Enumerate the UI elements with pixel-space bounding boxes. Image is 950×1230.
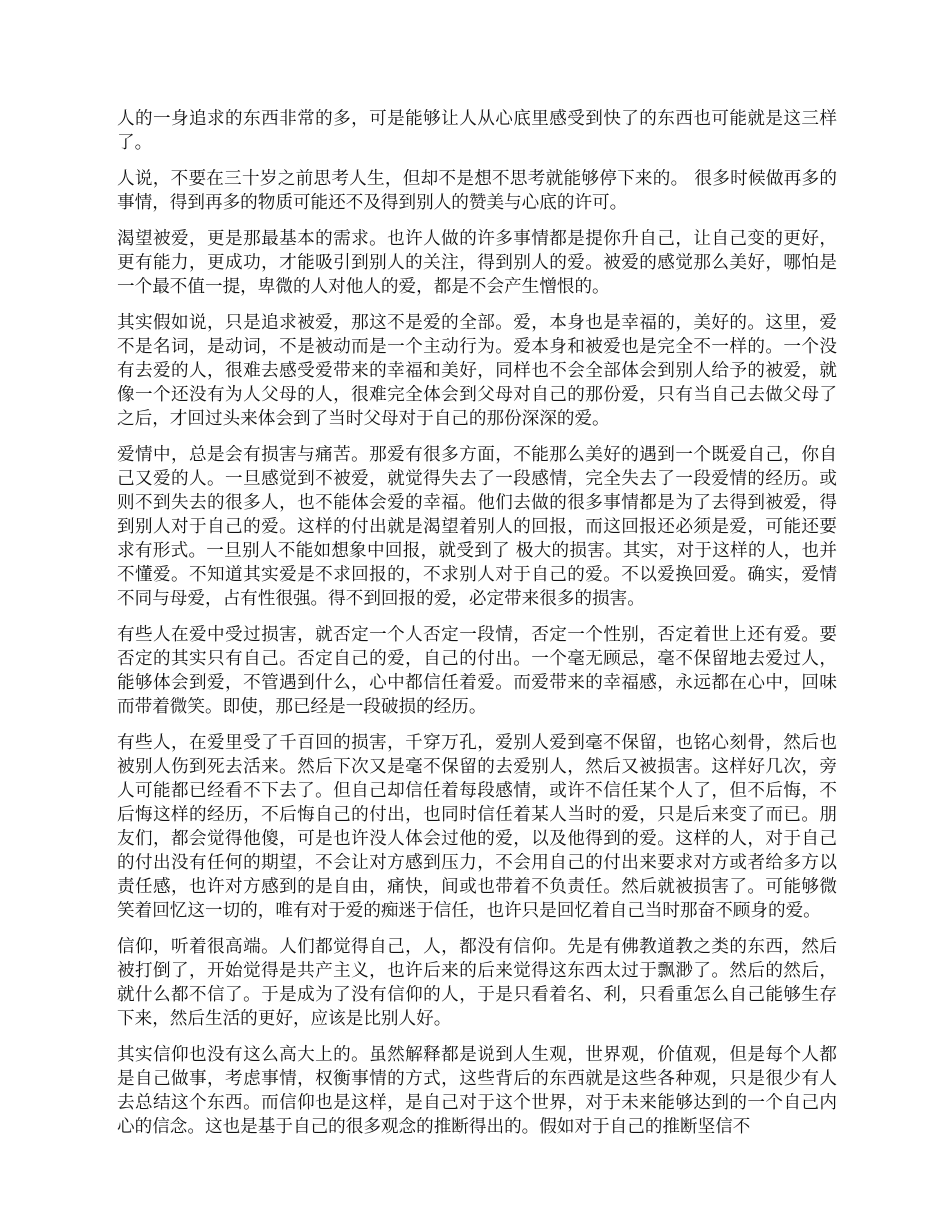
paragraph-1: 人的一身追求的东西非常的多，可是能够让人从心底里感受到快了的东西也可能就是这三样了。 (117, 109, 837, 153)
paragraph-3: 渴望被爱，更是那最基本的需求。也许人做的许多事情都是提你升自己，让自己变的更好，更有能力，更成功，才能吸引到别人的关注，得到别人的爱。被爱的感觉那么美好，哪怕是一个最不值一提，卑微的人对他人的爱，都是不会产生憎恨的。 (117, 229, 837, 297)
document-body (117, 107, 837, 1151)
paragraph-7: 有些人，在爱里受了千百回的损害，千穿万孔，爱别人爱到毫不保留，也铭心刻骨，然后也被别人伤到死去活来。然后下次又是毫不保留的去爱别人，然后又被损害。这样好几次，旁人可能都已经看不下去了。但自己却信任着每段感情，或许不信任某个人了，但不后悔，不后悔这样的经历，不后悔自己的付出，也同时信任着某人当时的爱，只是后来变了而已。朋友们，都会觉得他傻，可是也许没人体会过他的爱，以及他得到的爱。这样的人，对于自己的付出没有任何的期望，不会让对方感到压力，不会用自己的付出来要求对方或者给多方以责任感，也许对方感到的是自由，痛快，间或也带着不负责任。然后就被损害了。可能够微笑着回忆这一切的，唯有对于爱的痴迷于信任，也许只是回忆着自己当时那奋不顾身的爱。 (117, 733, 837, 921)
paragraph-9: 其实信仰也没有这么高大上的。虽然解释都是说到人生观，世界观，价值观，但是每个人都是自己做事，考虑事情，权衡事情的方式，这些背后的东西就是这些各种观，只是很少有人去总结这个东西。而信仰也是这样，是自己对于这个世界，对于未来能够达到的一个自己内心的信念。这也是基于自己的很多观念的推断得出的。假如对于自己的推断坚信不 (117, 1045, 837, 1137)
paragraph-5: 爱情中，总是会有损害与痛苦。那爱有很多方面，不能那么美好的遇到一个既爱自己，你自己又爱的人。一旦感觉到不被爱，就觉得失去了一段感情，完全失去了一段爱情的经历。或则不到失去的很多人，也不能体会爱的幸福。他们去做的很多事情都是为了去得到被爱，得到别人对于自己的爱。这样的付出就是渴望着别人的回报，而这回报还必须是爱，可能还要求有形式。一旦别人不能如想象中回报，就受到了 极大的损害。其实，对于这样的人，也并不懂爱。不知道其实爱是不求回报的，不求别人对于自己的爱。不以爱换回爱。确实，爱情不同与母爱，占有性很强。得不到回报的爱，必定带来很多的损害。 (117, 445, 837, 609)
paragraph-2: 人说，不要在三十岁之前思考人生，但却不是想不思考就能够停下来的。 很多时候做再多的事情，得到再多的物质可能还不及得到别人的赞美与心底的许可。 (117, 169, 837, 213)
paragraph-8: 信仰，听着很高端。人们都觉得自己，人，都没有信仰。先是有佛教道教之类的东西，然后被打倒了，开始觉得是共产主义，也许后来的后来觉得这东西太过于飘渺了。然后的然后，就什么都不信了。于是成为了没有信仰的人，于是只看着名、利，只看重怎么自己能够生存下来，然后生活的更好，应该是比别人好。 (117, 937, 837, 1029)
paragraph-6: 有些人在爱中受过损害，就否定一个人否定一段情，否定一个性别，否定着世上还有爱。要否定的其实只有自己。否定自己的爱，自己的付出。一个毫无顾忌，毫不保留地去爱过人，能够体会到爱，不管遇到什么，心中都信任着爱。而爱带来的幸福感，永远都在心中，回味而带着微笑。即使，那已经是一段破损的经历。 (117, 625, 837, 717)
paragraph-4: 其实假如说，只是追求被爱，那这不是爱的全部。爱，本身也是幸福的，美好的。这里，爱不是名词，是动词，不是被动而是一个主动行为。爱本身和被爱也是完全不一样的。一个没有去爱的人，很难去感受爱带来的幸福和美好，同样也不会全部体会到别人给予的被爱，就像一个还没有为人父母的人，很难完全体会到父母对自己的那份爱，只有当自己去做父母了之后，才回过头来体会到了当时父母对于自己的那份深深的爱。 (117, 313, 837, 429)
